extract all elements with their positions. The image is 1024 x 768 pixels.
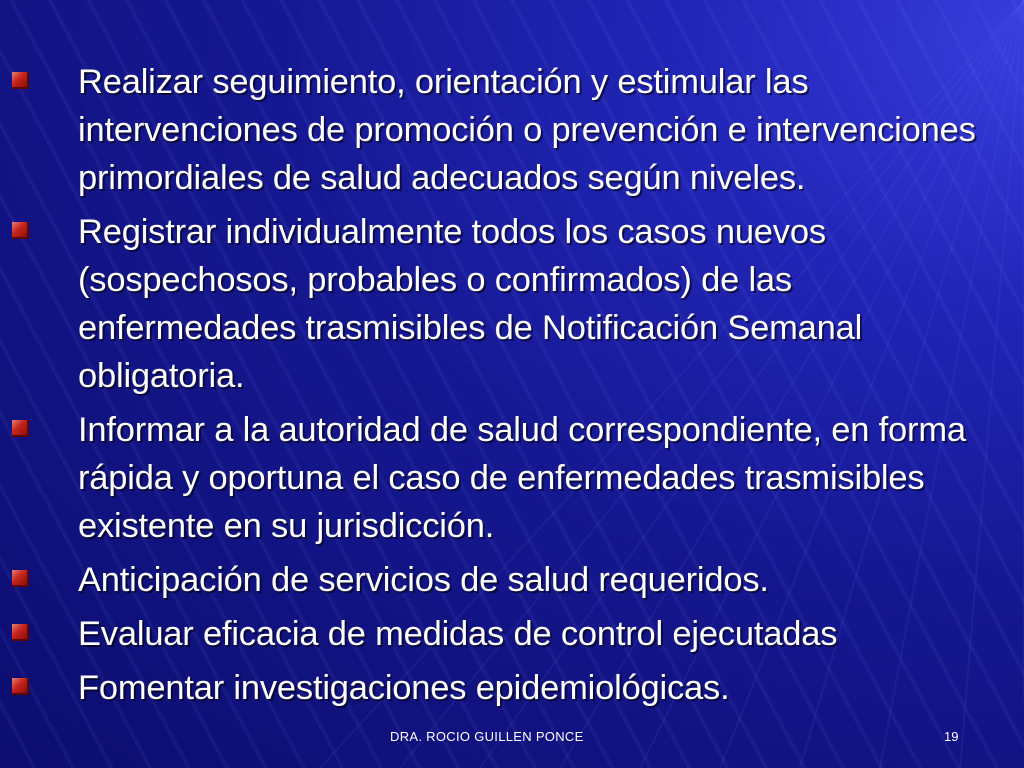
bullet-item [0, 58, 1024, 202]
square-bullet-icon [12, 678, 29, 695]
square-bullet-icon [12, 570, 29, 587]
bullet-text: Fomentar investigaciones epidemiológicas. [78, 669, 730, 707]
bullet-item [0, 208, 1024, 400]
bullet-text: Registrar individualmente todos los casos nuevos (sospechosos, probables o confirmados) de las enfermedades trasmisibles de Notificación Semanal obligatoria. [78, 213, 863, 395]
square-bullet-icon [12, 72, 29, 89]
square-bullet-icon [12, 420, 29, 437]
page-number: 19 [944, 729, 959, 744]
bullet-text: Anticipación de servicios de salud requeridos. [78, 561, 769, 599]
bullet-text: Realizar seguimiento, orientación y estimular las intervenciones de promoción o prevención e intervenciones primordiales de salud adecuados según niveles. [78, 63, 976, 197]
square-bullet-icon [12, 624, 29, 641]
footer-author: DRA. ROCIO GUILLEN PONCE [390, 729, 584, 744]
bullet-text: Informar a la autoridad de salud correspondiente, en forma rápida y oportuna el caso de enfermedades trasmisibles existente en su jurisdicción. [78, 411, 966, 545]
bullet-text: Evaluar eficacia de medidas de control ejecutadas [78, 615, 838, 653]
square-bullet-icon [12, 222, 29, 239]
bullet-item [0, 556, 1024, 604]
bullet-item [0, 610, 1024, 658]
bullet-list [0, 58, 1024, 718]
bullet-item [0, 406, 1024, 550]
bullet-item [0, 664, 1024, 712]
